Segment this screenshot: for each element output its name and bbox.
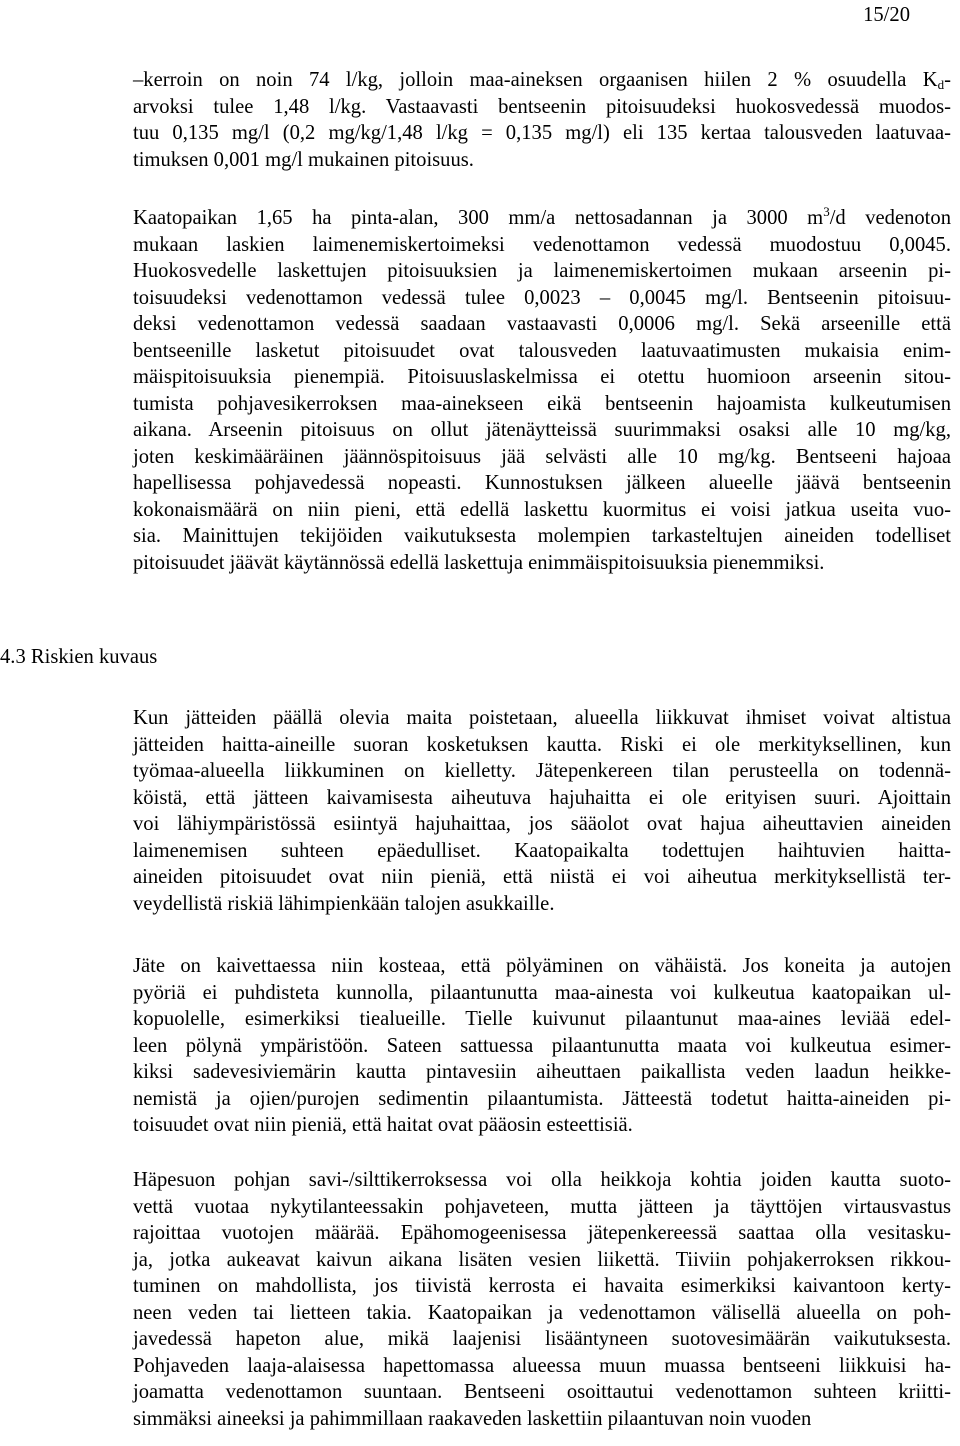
text-line: voi lähiympäristössä esiintyä hajuhaittaa, jos sääolot ovat hajua aiheuttavien aineiden: [133, 813, 951, 835]
text-line: köistä, että jätteen kaivamisesta aiheutuva hajuhaitta ei ole erityisen suuri. Ajoittain: [133, 786, 951, 809]
text-line: vettä vuotaa nykytilanteessakin pohjaveteen, mutta jätteen ja täyttöjen virtausvastus: [133, 1195, 951, 1218]
text-line: timuksen 0,001 mg/l mukainen pitoisuus.: [133, 148, 474, 171]
text-segment: -: [944, 69, 951, 91]
text-line: joten keskimääräinen jäännöspitoisuus jää selvästi alle 10 mg/kg. Bentseeni hajoaa: [133, 445, 951, 468]
text-line: rajoittaa vuotojen määrää. Epähomogeenisessa jätepenkereessä saattaa olla vesitasku-: [133, 1222, 951, 1244]
text-line: [133, 205, 951, 232]
subscript: d: [937, 77, 945, 92]
text-line: javedessä hapeton alue, mikä laajenisi lisääntyneen suotovesimäärän vaikutuksesta.: [133, 1328, 951, 1350]
paragraph: [133, 1167, 951, 1432]
text-segment: –kerroin on noin 74 l/kg, jolloin maa-aineksen orgaanisen hiilen 2 % osuudella K: [133, 69, 938, 91]
text-line: Huokosvedelle laskettujen pitoisuuksien ja laimenemiskertoimen mukaan arseenin pi-: [133, 260, 951, 282]
section-heading: 4.3 Riskien kuvaus: [0, 646, 158, 668]
text-line: pitoisuudet jäävät käytännössä edellä laskettuja enimmäispitoisuuksia pienemmiksi.: [133, 551, 825, 574]
text-line: pyöriä ei puhdisteta kunnolla, pilaantunutta maa-ainesta voi kulkeutua kaatopaikan ul-: [133, 981, 951, 1004]
text-line: Pohjaveden laaja-alaisessa hapettomassa alueessa muun muassa bentseeni liikkuisi ha-: [133, 1354, 951, 1377]
text-line: toisuudeksi vedenottamon vedessä tulee 0,0023 – 0,0045 mg/l. Bentseenin pitoisuu-: [133, 286, 951, 309]
text-line: tumista pohjavesikerroksen maa-ainekseen eikä bentseenin hajoamista kulkeutumisen: [133, 392, 951, 415]
text-line: aikana. Arseenin pitoisuus on ollut jätenäytteissä suurimmaksi osaksi alle 10 mg/kg,: [133, 419, 951, 441]
text-line: kokonaismäärä on niin pieni, että edellä laskettu kuormitus ei voisi jatkua useita vuo-: [133, 498, 951, 521]
page-number: 15/20: [863, 4, 910, 26]
text-line: laimenemisen suhteen epäedulliset. Kaatopaikalta todettujen haihtuvien haitta-: [133, 839, 951, 862]
text-line: deksi vedenottamon vedessä saadaan vastaavasti 0,0006 mg/l. Sekä arseenille että: [133, 313, 951, 335]
text-line: mukaan laskien laimenemiskertoimeksi vedenottamon vedessä muodostuu 0,0045.: [133, 233, 951, 256]
paragraph: [133, 953, 951, 1139]
text-line: toisuudet ovat niin pieniä, että haitat ovat pääosin esteettisiä.: [133, 1114, 633, 1136]
text-segment: /d vedenoton: [829, 207, 951, 229]
text-line: kiksi sadevesiviemärin kautta pintavesiin aiheuttaen paikallista veden laadun heikke-: [133, 1061, 951, 1083]
text-line: simmäksi aineeksi ja pahimmillaan raakaveden laskettiin pilaantuvan noin vuoden: [133, 1407, 812, 1430]
text-line: nemistä ja ojien/purojen sedimentin pilaantumista. Jätteestä todetut haitta-aineiden pi-: [133, 1087, 951, 1110]
text-line: bentseenille lasketut pitoisuudet ovat talousveden laatuvaatimusten mukaisia enim-: [133, 339, 951, 362]
text-line: [133, 67, 951, 94]
text-line: neen veden tai lietteen takia. Kaatopaikan ja vedenottamon välisellä alueella on poh-: [133, 1301, 951, 1324]
superscript: 3: [823, 204, 830, 219]
text-line: veydellistä riskiä lähimpienkään talojen asukkaille.: [133, 892, 555, 915]
text-line: mäispitoisuuksia pienempiä. Pitoisuuslaskelmissa ei otettu huomioon arseenin sitou-: [133, 366, 951, 388]
text-line: jätteiden haitta-aineille suoran kosketuksen kautta. Riski ei ole merkityksellinen, kun: [133, 733, 951, 756]
text-line: Kun jätteiden päällä olevia maita poistetaan, alueella liikkuvat ihmiset voivat altistua: [133, 707, 951, 729]
text-line: joamatta vedenottamon suuntaan. Bentseeni osoittautui vedenottamon suhteen kriitti-: [133, 1381, 951, 1403]
text-line: aineiden pitoisuudet ovat niin pieniä, että niistä ei voi aiheutua merkityksellistä ter-: [133, 866, 951, 888]
text-line: sia. Mainittujen tekijöiden vaikutuksesta molempien tarkasteltujen aineiden todelliset: [133, 525, 951, 547]
text-line: arvoksi tulee 1,48 l/kg. Vastaavasti bentseenin pitoisuudeksi huokosvedessä muodos-: [133, 95, 951, 118]
text-line: työmaa-alueella liikkuminen on kielletty. Jätepenkereen tilan perusteella on todennä-: [133, 760, 951, 782]
paragraph: [133, 67, 951, 173]
paragraph: [133, 705, 951, 917]
text-line: ja, jotka aukeavat kaivun aikana lisäten vesien liikettä. Tiiviin pohjakerroksen rikkou-: [133, 1248, 951, 1271]
text-line: leen pölynä ympäristöön. Sateen sattuessa pilaantunutta maata voi kulkeutua esimer-: [133, 1034, 951, 1057]
text-line: tuminen on mahdollista, jos tiivistä kerrosta ei havaita esimerkiksi kaivantoon kerty-: [133, 1275, 951, 1297]
text-line: kopuolelle, esimerkiksi tiealueille. Tielle kuivunut pilaantunut maa-aines leviää edel-: [133, 1008, 951, 1030]
text-line: Jäte on kaivettaessa niin kosteaa, että pölyäminen on vähäistä. Jos koneita ja autojen: [133, 955, 951, 977]
text-line: Häpesuon pohjan savi-/silttikerroksessa voi olla heikkoja kohtia joiden kautta suoto-: [133, 1169, 951, 1191]
text-line: hapellisessa pohjavedessä nopeasti. Kunnostuksen jälkeen alueelle jäävä bentseenin: [133, 472, 951, 494]
text-segment: Kaatopaikan 1,65 ha pinta-alan, 300 mm/a nettosadannan ja 3000 m: [133, 207, 824, 229]
paragraph: [133, 205, 951, 576]
text-line: tuu 0,135 mg/l (0,2 mg/kg/1,48 l/kg = 0,135 mg/l) eli 135 kertaa talousveden laatuvaa-: [133, 122, 951, 144]
